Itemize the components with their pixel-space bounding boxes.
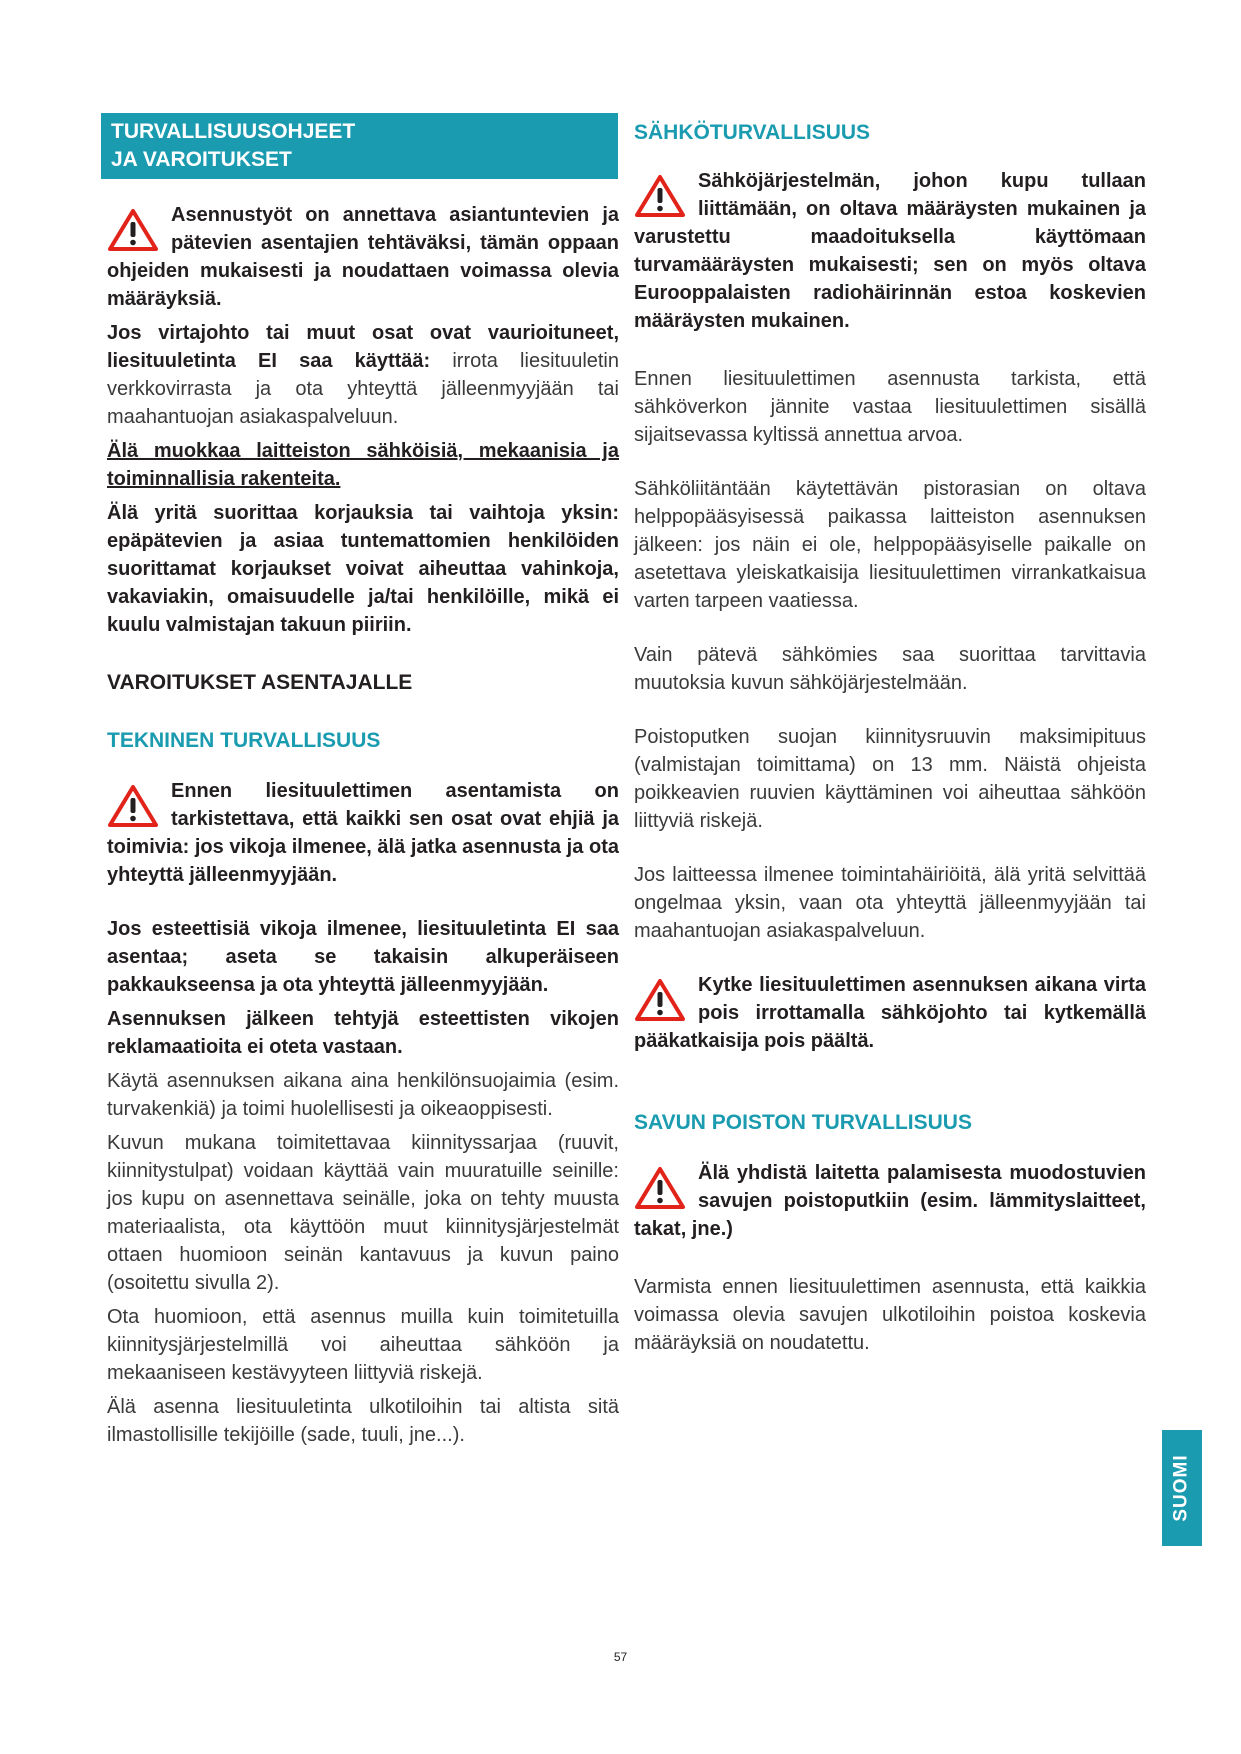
warning-triangle-icon xyxy=(634,1165,686,1211)
claims-paragraph: Asennuksen jälkeen tehtyjä esteettisten vikojen reklamaatioita ei oteta vastaan. xyxy=(107,1008,619,1058)
heading-smoke-safety: SAVUN POISTON TURVALLISUUS xyxy=(634,1111,972,1134)
banner-line-2: JA VAROITUKSET xyxy=(111,148,292,171)
aesthetic-defects-paragraph: Jos esteettisiä vikoja ilmenee, liesituuletinta EI saa asentaa; aseta se takaisin alkuperäiseen pakkaukseensa ja ota yhteyttä jälleenmyyjään. xyxy=(107,918,619,996)
electrician-paragraph: Vain pätevä sähkömies saa suorittaa tarvittavia muutoksia kuvun sähköjärjestelmään. xyxy=(634,644,1146,694)
section-banner xyxy=(101,113,618,179)
damaged-cord-bold: Jos virtajohto tai muut osat ovat vaurioituneet, liesituuletinta EI saa käyttää: xyxy=(107,322,619,372)
socket-paragraph: Sähköliitäntään käytettävän pistorasian on oltava helppopääsyisessä paikassa laitteiston asennuksen jälkeen: jos näin ei ole, helppopääsyiselle paikalle on asetettava yleiskatkaisija liesituulettimen virrankatkaisua varten tarpeen vaatiessa. xyxy=(634,478,1146,612)
warning-block-inspection xyxy=(107,777,619,889)
warning-text-smoke: Älä yhdistä laitetta palamisesta muodostuvien savujen poistoputkiin (esim. lämmityslaitteet, takat, jne.) xyxy=(634,1162,1146,1240)
outdoor-paragraph: Älä asenna liesituuletinta ulkotiloihin tai altista sitä ilmastollisille tekijöille (sade, tuuli, jne...). xyxy=(107,1396,619,1446)
banner-line-1: TURVALLISUUSOHJEET xyxy=(111,120,356,143)
warning-triangle-icon xyxy=(107,783,159,829)
warning-block-power-off xyxy=(634,971,1146,1055)
protective-equipment-paragraph: Käytä asennuksen aikana aina henkilönsuojaimia (esim. turvakenkiä) ja toimi huolellisesti ja oikeaoppisesti. xyxy=(107,1070,619,1120)
no-repairs-paragraph: Älä yritä suorittaa korjauksia tai vaihtoja yksin: epäpätevien ja asiaa tuntemattomien henkilöiden suorittamat korjaukset voivat aiheuttaa vahinkoja, vakaviakin, omaisuudelle ja/tai henkilöille, mikä ei kuulu valmistajan takuun piiriin. xyxy=(107,502,619,636)
left-column xyxy=(107,113,619,1449)
right-column xyxy=(634,113,1146,1357)
warning-block-installation xyxy=(107,201,619,313)
warning-text-power-off: Kytke liesituulettimen asennuksen aikana virta pois irrottamalla sähköjohto tai kytkemällä pääkatkaisija pois päältä. xyxy=(634,974,1146,1052)
heading-installer-warnings: VAROITUKSET ASENTAJALLE xyxy=(107,671,413,694)
smoke-regulations-paragraph: Varmista ennen liesituulettimen asennusta, että kaikkia voimassa olevia savujen ulkotiloihin poistoa koskevia määräyksiä on noudatettu. xyxy=(634,1276,1146,1354)
warning-text-electrical: Sähköjärjestelmän, johon kupu tullaan liittämään, on oltava määräysten mukainen ja varustettu maadoituksella käyttömaan turvamääräysten mukaisesti; sen on myös oltava Eurooppalaisten radiohäirinnän estoa koskevien määräysten mukainen. xyxy=(634,170,1146,332)
damaged-cord-paragraph xyxy=(107,319,619,431)
no-modification-paragraph: Älä muokkaa laitteiston sähköisiä, mekaanisia ja toiminnallisia rakenteita. xyxy=(107,440,619,490)
heading-electrical-safety: SÄHKÖTURVALLISUUS xyxy=(634,121,871,144)
language-tab xyxy=(1162,1430,1202,1546)
other-fixings-paragraph: Ota huomioon, että asennus muilla kuin toimitetuilla kiinnitysjärjestelmillä voi aiheuttaa sähköön ja mekaaniseen kestävyyteen liittyviä riskejä. xyxy=(107,1306,619,1384)
warning-triangle-icon xyxy=(634,173,686,219)
language-tab-label: SUOMI xyxy=(1171,1454,1192,1522)
voltage-paragraph: Ennen liesituulettimen asennusta tarkista, että sähköverkon jännite vastaa liesituulettimen sisällä sijaitsevassa kyltissä annettua arvoa. xyxy=(634,368,1146,446)
fixing-kit-paragraph: Kuvun mukana toimitettavaa kiinnityssarjaa (ruuvit, kiinnitystulpat) voidaan käyttää vain muuratuille seinille: jos kupu on asennettava seinälle, joka on tehty muusta materiaalista, ota käyttöön muut kiinnitysjärjestelmät ottaen huomioon seinän kantavuus ja kuvun paino (osoitettu sivulla 2). xyxy=(107,1132,619,1294)
warning-text-installation: Asennustyöt on annettava asiantuntevien ja pätevien asentajien tehtäväksi, tämän oppaan ohjeiden mukaisesti ja noudattaen voimassa olevia määräyksiä. xyxy=(107,204,619,310)
warning-triangle-icon xyxy=(634,977,686,1023)
damaged-cord-rest: irrota liesituuletin verkkovirrasta ja ota yhteyttä jälleenmyyjään tai maahantuojan asiakaspalveluun. xyxy=(107,350,620,428)
warning-block-electrical xyxy=(634,167,1146,335)
warning-text-inspection: Ennen liesituulettimen asentamista on tarkistettava, että kaikki sen osat ovat ehjiä ja toimivia: jos vikoja ilmenee, älä jatka asennusta ja ota yhteyttä jälleenmyyjään. xyxy=(107,780,619,886)
warning-triangle-icon xyxy=(107,207,159,253)
heading-technical-safety: TEKNINEN TURVALLISUUS xyxy=(107,729,381,752)
warning-block-smoke xyxy=(634,1159,1146,1243)
page-number: 57 xyxy=(613,1650,628,1664)
malfunction-paragraph: Jos laitteessa ilmenee toimintahäiriöitä, älä yritä selvittää ongelmaa yksin, vaan ota yhteyttä jälleenmyyjään tai maahantuojan asiakaspalveluun. xyxy=(634,864,1146,942)
screw-length-paragraph: Poistoputken suojan kiinnitysruuvin maksimipituus (valmistajan toimittama) on 13 mm. Näistä ohjeista poikkeavien ruuvien käyttäminen voi aiheuttaa sähköön liittyviä riskejä. xyxy=(634,726,1146,832)
